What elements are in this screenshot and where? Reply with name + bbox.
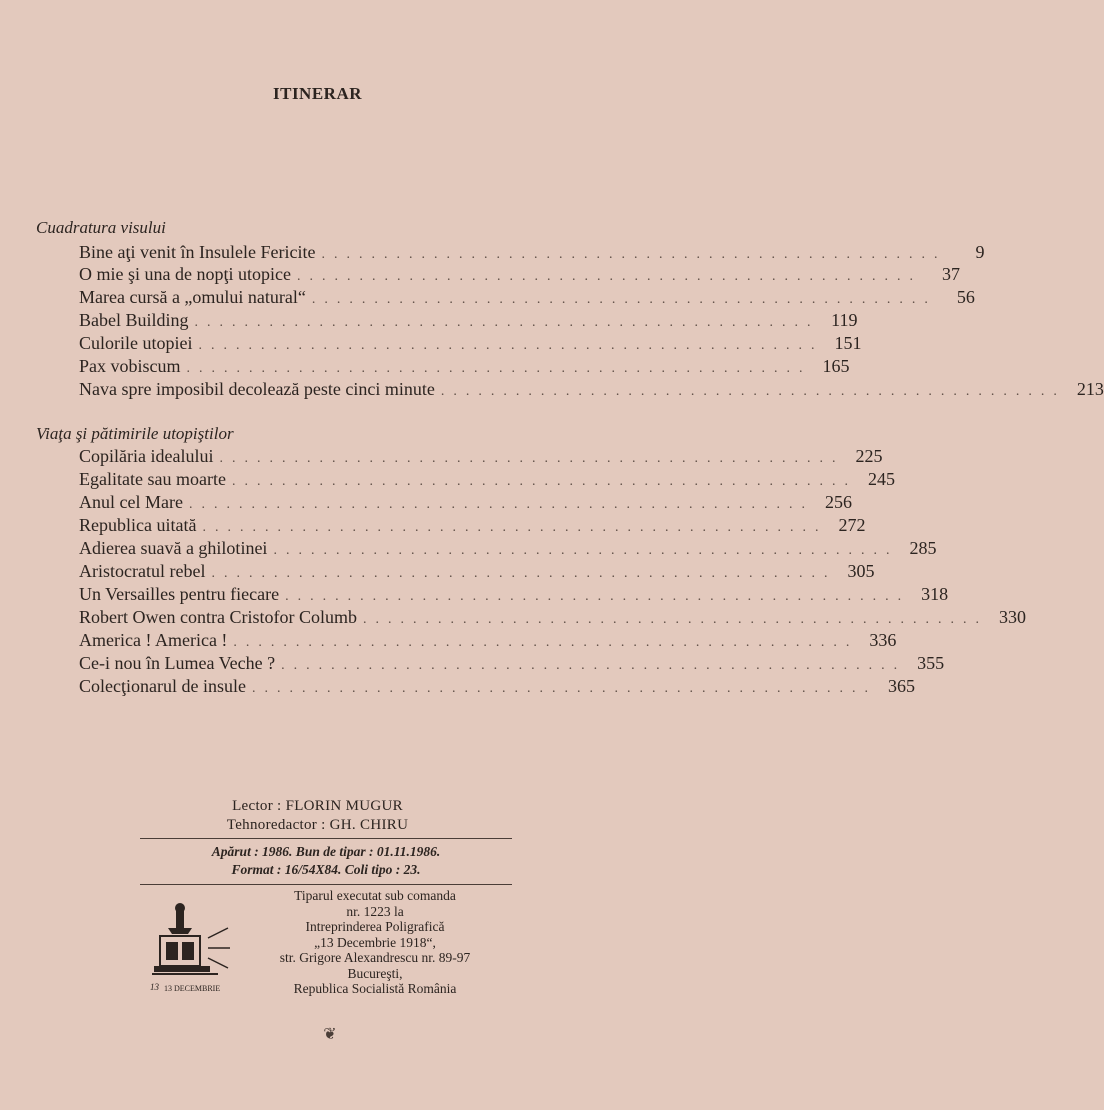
toc-page-number: 365	[887, 676, 915, 696]
toc-entry	[79, 653, 945, 675]
toc-entry-title: Pax vobiscum	[79, 356, 181, 376]
toc-entry-title: Aristocratul rebel	[79, 561, 206, 581]
printer-logo-icon	[138, 898, 238, 998]
toc-entry-title: Babel Building	[79, 310, 189, 330]
toc-leader-dots: ..................................................	[311, 292, 937, 307]
toc-entry	[79, 446, 883, 468]
toc-leader-dots: ..................................................	[281, 658, 907, 673]
printer-line: str. Grigore Alexandrescu nr. 89-97	[279, 950, 471, 965]
toc-entry-title: Adierea suavă a ghilotinei	[79, 538, 268, 558]
toc-entry-title: Culorile utopiei	[79, 333, 193, 353]
credits-block	[0, 797, 635, 835]
toc-entry-title: Ce-i nou în Lumea Veche ?	[79, 653, 276, 673]
svg-text:13: 13	[150, 982, 159, 992]
toc-entry-title: Republica uitată	[79, 515, 197, 535]
printer-line: Tiparul executat sub comanda	[294, 888, 456, 903]
toc-page-number: 355	[917, 653, 945, 673]
printer-line: nr. 1223 la	[346, 903, 404, 919]
toc-entry	[79, 607, 1026, 629]
toc-entry-title: Bine aţi venit în Insulele Fericite	[79, 242, 316, 262]
tehnoredactor-line: Tehnoredactor : GH. CHIRU	[226, 817, 409, 833]
publication-info	[140, 843, 512, 879]
toc-leader-dots: ..................................................	[211, 566, 837, 581]
toc-leader-dots: ..................................................	[273, 543, 899, 558]
logo-text: 13 DECEMBRIE	[164, 984, 221, 993]
toc-page-number: 213	[1076, 379, 1104, 399]
toc-entry	[79, 333, 862, 355]
toc-entry-title: America ! America !	[79, 630, 228, 650]
toc-entry-title: Egalitate sau moarte	[79, 469, 226, 489]
toc-leader-dots: ..................................................	[186, 361, 812, 376]
toc-page-number: 305	[847, 561, 875, 581]
toc-leader-dots: ..................................................	[285, 589, 911, 604]
toc-entry	[79, 356, 850, 378]
toc-entry	[79, 561, 875, 583]
printer-info	[250, 888, 500, 997]
lector-line: Lector : FLORIN MUGUR	[232, 798, 403, 814]
toc-entry	[79, 538, 937, 560]
printer-line: „13 Decembrie 1918“,	[314, 934, 436, 950]
toc-leader-dots: ..................................................	[362, 612, 988, 627]
toc-page-number: 330	[998, 607, 1026, 627]
toc-entry	[79, 469, 895, 491]
divider-rule	[140, 884, 512, 885]
toc-leader-dots: ..................................................	[202, 520, 828, 535]
toc-entry	[79, 379, 1104, 401]
toc-page-number: 318	[921, 584, 949, 604]
toc-leader-dots: ..................................................	[251, 681, 877, 696]
section-title-viata: Viaţa şi pătimirile utopiştilor	[36, 424, 234, 443]
toc-entry	[79, 584, 949, 606]
toc-leader-dots: ..................................................	[198, 338, 824, 353]
toc-entry-title: O mie şi una de nopţi utopice	[79, 264, 291, 284]
toc-page-number: 336	[869, 630, 897, 650]
toc-leader-dots: ..................................................	[296, 269, 922, 284]
toc-page-number: 165	[822, 356, 850, 376]
toc-entry	[79, 287, 975, 309]
printer-line: Intreprinderea Poligrafică	[305, 919, 445, 934]
toc-page-number: 151	[834, 333, 862, 353]
page-title: ITINERAR	[272, 84, 363, 103]
toc-page-number: 9	[975, 242, 985, 262]
toc-leader-dots: ..................................................	[233, 635, 859, 650]
toc-page-number: 272	[838, 515, 866, 535]
toc-page-number: 37	[941, 264, 960, 284]
toc-entry	[79, 242, 985, 264]
toc-leader-dots: ..................................................	[321, 247, 947, 262]
publication-line-1: Apărut : 1986. Bun de tipar : 01.11.1986.	[211, 844, 441, 859]
toc-entry	[79, 264, 960, 286]
toc-page-number: 56	[956, 287, 975, 307]
toc-entry-title: Robert Owen contra Cristofor Columb	[79, 607, 357, 627]
toc-entry-title: Marea cursă a „omului natural“	[79, 287, 306, 307]
toc-leader-dots: ..................................................	[188, 497, 814, 512]
printer-line: Republica Socialistă România	[293, 981, 457, 996]
toc-page-number: 256	[824, 492, 852, 512]
toc-entry-title: Anul cel Mare	[79, 492, 183, 512]
toc-page-number: 285	[909, 538, 937, 558]
divider-rule	[140, 838, 512, 839]
toc-entry	[79, 492, 852, 514]
publication-line-2: Format : 16/54X84. Coli tipo : 23.	[231, 862, 421, 877]
toc-entry	[79, 630, 897, 652]
ornament-icon: ❦	[323, 1026, 337, 1043]
toc-entry	[79, 676, 915, 698]
toc-page-number: 119	[831, 310, 858, 330]
toc-entry-title: Un Versailles pentru fiecare	[79, 584, 280, 604]
toc-entry-title: Copilăria idealului	[79, 446, 214, 466]
section-title-cuadratura: Cuadratura visului	[36, 218, 166, 237]
toc-entry	[79, 515, 866, 537]
toc-leader-dots: ..................................................	[219, 451, 845, 466]
printer-line: Bucureşti,	[347, 965, 403, 981]
toc-leader-dots: ..................................................	[194, 315, 820, 330]
toc-page-number: 225	[855, 446, 883, 466]
toc-entry	[79, 310, 858, 332]
toc-page-number: 245	[867, 469, 895, 489]
toc-entry-title: Nava spre imposibil decolează peste cinci minute	[79, 379, 435, 399]
toc-leader-dots: ..................................................	[231, 474, 857, 489]
toc-entry-title: Colecţionarul de insule	[79, 676, 246, 696]
toc-leader-dots: ..................................................	[440, 384, 1066, 399]
